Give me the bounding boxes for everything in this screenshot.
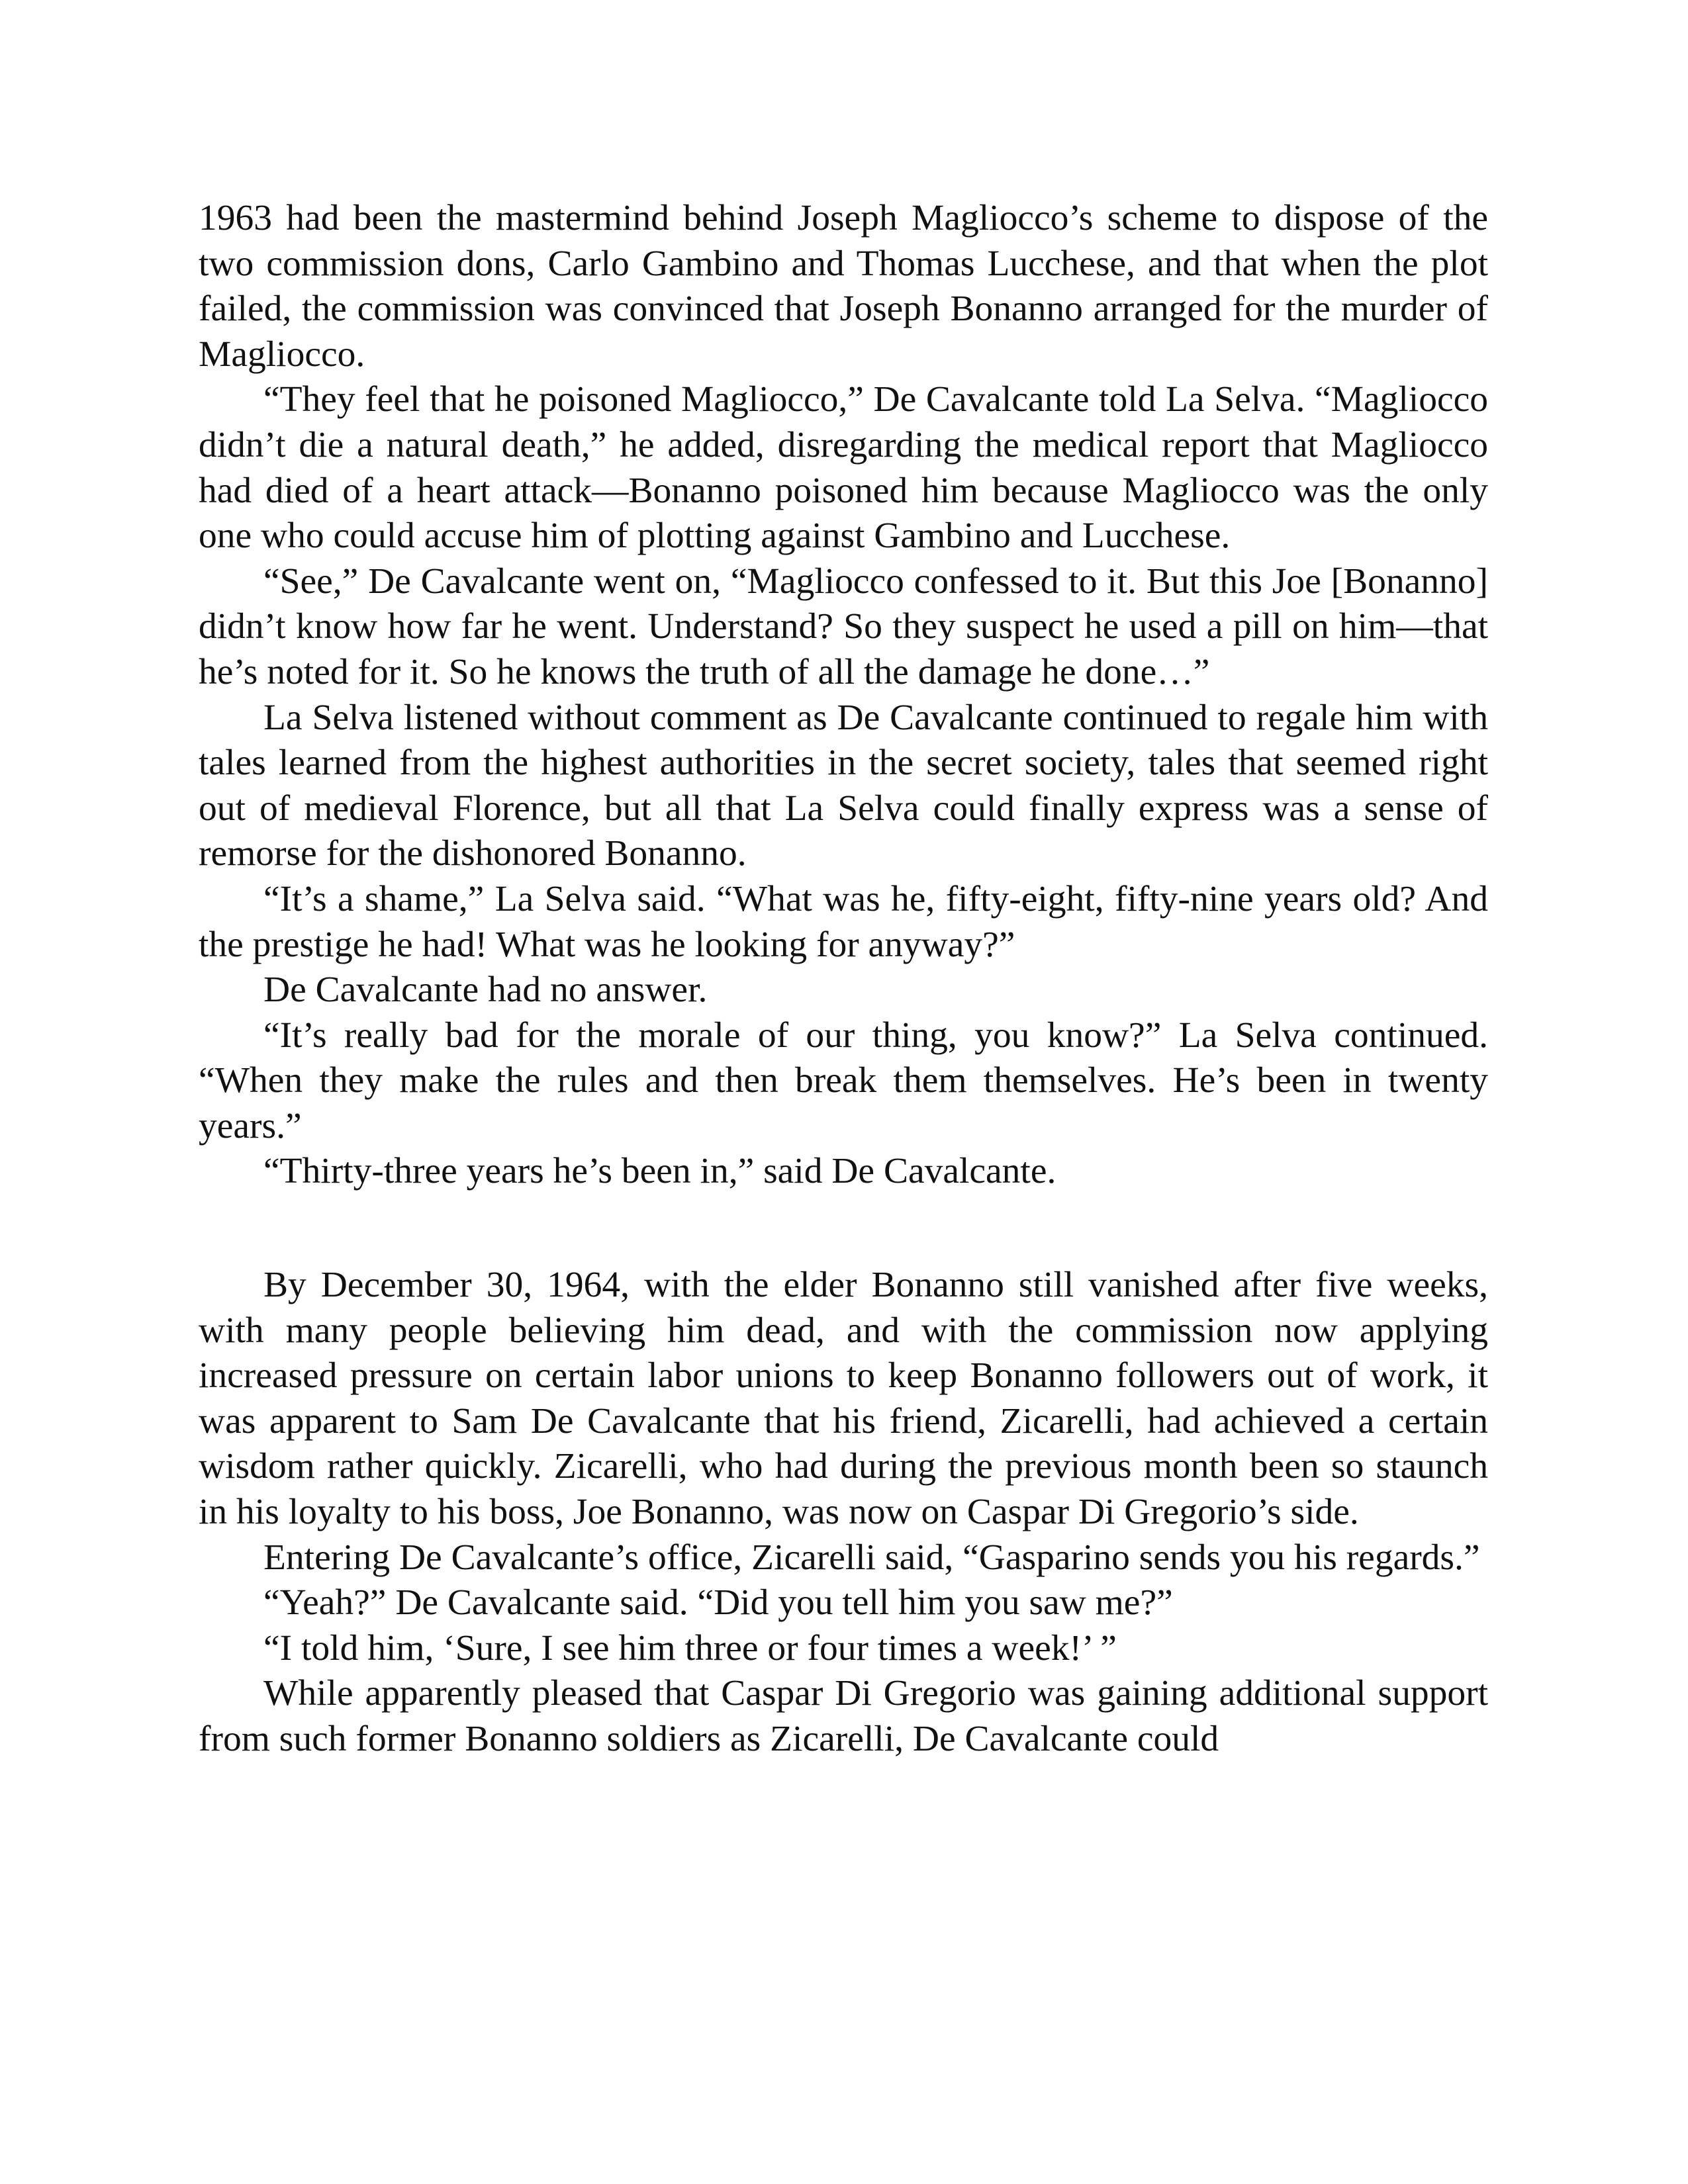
paragraph-continuation: 1963 had been the mastermind behind Joseph Magliocco’s scheme to dispose of the two commission dons, Carlo Gambino and Thomas Lucchese, and that when the plot failed, the commission was convinced that Joseph Bonanno arranged for the murder of Magliocco. [199,198,1488,375]
paragraph: La Selva listened without comment as De Cavalcante continued to regale him with tales learned from the highest authorities in the secret society, tales that seemed right out of medieval Florence, but all that La Selva could finally express was a sense of remorse for the dishonored Bonanno. [199,697,1488,874]
paragraph-cut-off: While apparently pleased that Caspar Di Gregorio was gaining additional support from such former Bonanno soldiers as Zicarelli, De Cavalcante could [199,1673,1488,1759]
paragraph: By December 30, 1964, with the elder Bonanno still vanished after five weeks, with many people believing him dead, and with the commission now applying increased pressure on certain labor unions to keep Bonanno followers out of work, it was apparent to Sam De Cavalcante that his friend, Zicarelli, had achieved a certain wisdom rather quickly. Zicarelli, who had during the previous month been so staunch in his loyalty to his boss, Joe Bonanno, was now on Caspar Di Gregorio’s side. [199,1265,1488,1533]
paragraph: “Yeah?” De Cavalcante said. “Did you tell him you saw me?” [263,1582,1173,1623]
paragraph: De Cavalcante had no answer. [263,970,708,1011]
paragraph: “See,” De Cavalcante went on, “Magliocco confessed to it. But this Joe [Bonanno] didn’t know how far he went. Understand? So they suspect he used a pill on him—that he’s noted for it. So he knows the truth of all the damage he done…” [199,561,1488,692]
paragraph: “They feel that he poisoned Magliocco,” De Cavalcante told La Selva. “Magliocco didn’t die a natural death,” he added, disregarding the medical report that Magliocco had died of a heart attack—Bonanno poisoned him because Magliocco was the only one who could accuse him of plotting against Gambino and Lucchese. [199,379,1488,557]
paragraph: “Thirty-three years he’s been in,” said De Cavalcante. [263,1151,1056,1192]
paragraph: “It’s a shame,” La Selva said. “What was he, fifty-eight, fifty-nine years old? And the prestige he had! What was he looking for anyway?” [199,878,1488,965]
paragraph: “I told him, ‘Sure, I see him three or four times a week!’ ” [263,1627,1117,1668]
section-break [199,1195,1488,1263]
paragraph: Entering De Cavalcante’s office, Zicarelli said, “Gasparino sends you his regards.” [263,1537,1480,1578]
paragraph: “It’s really bad for the morale of our thing, you know?” La Selva continued. “When they make the rules and then break them themselves. He’s been in twenty years.” [199,1015,1488,1146]
book-page [199,196,1488,1762]
